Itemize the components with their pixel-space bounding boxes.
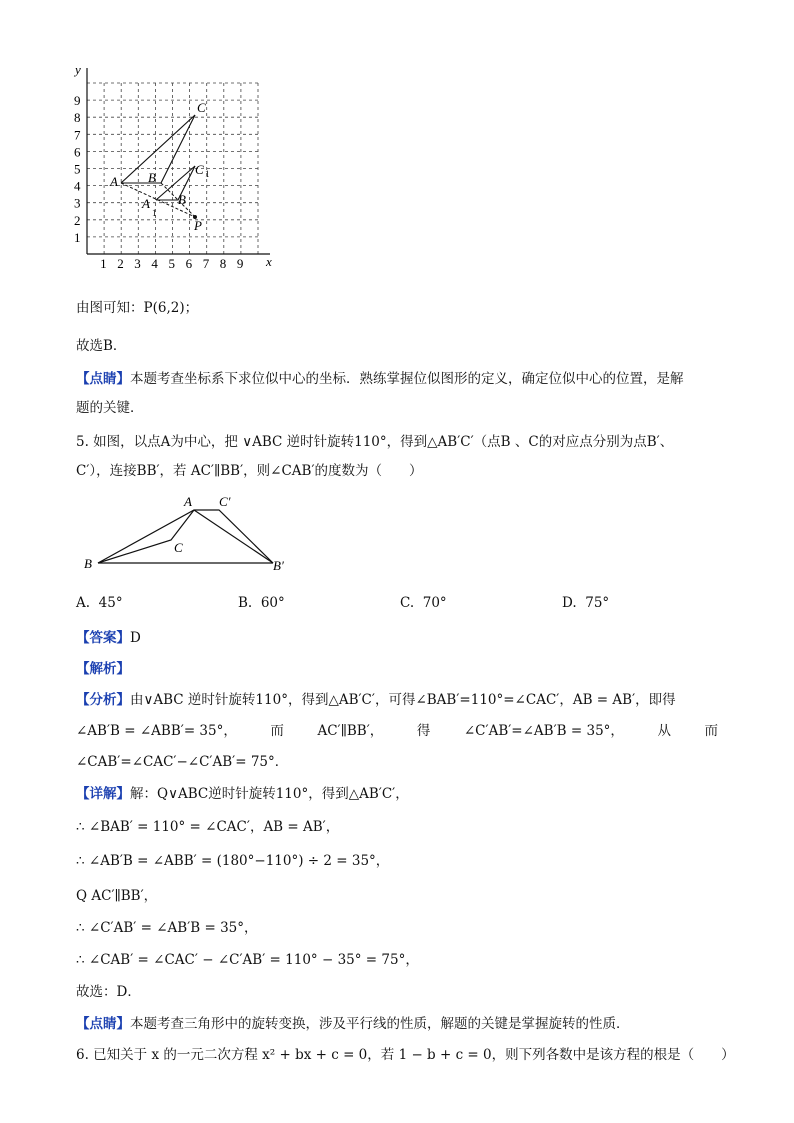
fig-label-a: A bbox=[184, 494, 192, 509]
fig-label-cp: C′ bbox=[219, 494, 231, 509]
x-tick-label: 6 bbox=[185, 256, 193, 271]
x-tick-label: 4 bbox=[151, 256, 158, 271]
triangle-abc bbox=[121, 115, 195, 183]
axis-x-label: x bbox=[266, 254, 272, 269]
answer-line bbox=[76, 626, 141, 646]
tip-tag: 【点睛】 bbox=[76, 371, 130, 387]
detail-line-7: 故选：D． bbox=[76, 984, 141, 1000]
x-tick-label: 1 bbox=[100, 256, 107, 271]
fenxi-line-2: ∠AB′B = ∠ABB′= 35°， 而 AC′∥BB′， 得 ∠C′AB′=∠AB′B = 35°， 从 而 bbox=[76, 723, 718, 739]
detail-line-4: Q AC′∥BB′， bbox=[76, 888, 158, 904]
tip-text-1: 本题考查坐标系下求位似中心的坐标．熟练掌握位似图形的定义，确定位似中心的位置，是解 bbox=[130, 371, 684, 387]
tip-line-1 bbox=[76, 367, 684, 387]
y-tick-label: 4 bbox=[74, 178, 81, 194]
y-tick-label: 1 bbox=[74, 229, 81, 245]
y-tick-label: 2 bbox=[74, 212, 81, 228]
y-tick-label: 6 bbox=[74, 144, 81, 160]
q5-tip-tag: 【点睛】 bbox=[76, 1016, 130, 1032]
tip-line-2: 题的关键． bbox=[76, 400, 144, 416]
label-sub1: 1 bbox=[152, 208, 157, 218]
choice-line: 故选B． bbox=[76, 338, 127, 354]
fig-label-b: B bbox=[84, 556, 92, 571]
x-tick-label: 7 bbox=[202, 256, 210, 271]
x-tick-label: 2 bbox=[117, 256, 124, 271]
y-tick-label: 9 bbox=[74, 93, 81, 109]
answer-value: D bbox=[130, 630, 141, 646]
option-a[interactable]: A. 45° bbox=[76, 595, 123, 611]
fenxi-line-3: ∠CAB′=∠CAC′−∠C′AB′= 75°． bbox=[76, 754, 289, 770]
conclusion-line: 由图可知：P(6,2)； bbox=[76, 300, 199, 316]
y-tick-label: 3 bbox=[74, 195, 81, 211]
label-b1: B bbox=[178, 192, 186, 207]
detail-tag: 【详解】 bbox=[76, 786, 130, 802]
x-tick-label: 5 bbox=[168, 256, 175, 271]
coordinate-graph bbox=[70, 60, 290, 275]
x-tick-label: 3 bbox=[134, 256, 141, 271]
axis-y-label: y bbox=[75, 62, 81, 77]
y-tick-label: 7 bbox=[74, 127, 81, 143]
detail-line-3: ∴ ∠AB′B = ∠ABB′ = (180°−110°) ÷ 2 = 35°， bbox=[76, 853, 390, 869]
option-c[interactable]: C. 70° bbox=[400, 595, 447, 611]
fig-label-c: C bbox=[174, 540, 183, 555]
grid-lines bbox=[87, 83, 258, 254]
y-tick-label: 5 bbox=[74, 161, 81, 177]
label-c1: C bbox=[195, 162, 204, 177]
q5-tip-line: 【点睛】本题考查三角形中的旋转变换，涉及平行线的性质，解题的关键是掌握旋转的性质． bbox=[76, 1016, 630, 1032]
axes bbox=[87, 68, 270, 254]
option-b[interactable]: B. 60° bbox=[238, 595, 285, 611]
triangle-a1b1c1 bbox=[156, 166, 195, 200]
x-tick-label: 8 bbox=[219, 256, 227, 271]
x-tick-labels bbox=[100, 256, 243, 271]
detail-line-2: ∴ ∠BAB′ = 110° = ∠CAC′，AB = AB′， bbox=[76, 819, 340, 835]
label-a1: A bbox=[142, 196, 150, 211]
y-tick-label: 8 bbox=[74, 110, 81, 126]
detail-line-6: ∴ ∠CAB′ = ∠CAC′ − ∠C′AB′ = 110° − 35° = 75°， bbox=[76, 952, 419, 968]
analysis-tag: 【解析】 bbox=[76, 661, 130, 677]
x-tick-label: 9 bbox=[236, 256, 244, 271]
q6-line-1: 6. 已知关于 x 的一元二次方程 x² + bx + c = 0，若 1 − b + c = 0，则下列各数中是该方程的根是（ ） bbox=[76, 1047, 735, 1063]
fenxi-line-1: 【分析】由∨ABC 逆时针旋转110°，得到△AB′C′，可得∠BAB′=110°=∠CAC′，AB = AB′，即得 bbox=[76, 692, 676, 708]
fenxi-tag: 【分析】 bbox=[76, 692, 130, 708]
detail-line-1: 【详解】解：Q∨ABC逆时针旋转110°，得到△AB′C′， bbox=[76, 786, 409, 802]
label-p: P bbox=[194, 218, 202, 233]
label-sub1b: 1 bbox=[205, 169, 210, 179]
q5-line-2: C′），连接BB′，若 AC′∥BB′，则∠CAB′的度数为（ ） bbox=[76, 463, 423, 479]
answer-tag: 【答案】 bbox=[76, 630, 130, 646]
label-b: B bbox=[148, 170, 156, 185]
q5-figure bbox=[76, 490, 296, 578]
y-tick-labels bbox=[74, 93, 81, 245]
option-d[interactable]: D. 75° bbox=[562, 595, 610, 611]
detail-line-5: ∴ ∠C′AB′ = ∠AB′B = 35°， bbox=[76, 920, 258, 936]
label-a: A bbox=[110, 174, 118, 189]
label-c: C bbox=[197, 100, 206, 115]
fig-label-bp: B′ bbox=[273, 558, 284, 573]
q5-line-1: 5. 如图，以点A为中心，把 ∨ABC 逆时针旋转110°，得到△AB′C′（点B 、C的对应点分别为点B′、 bbox=[76, 434, 674, 450]
